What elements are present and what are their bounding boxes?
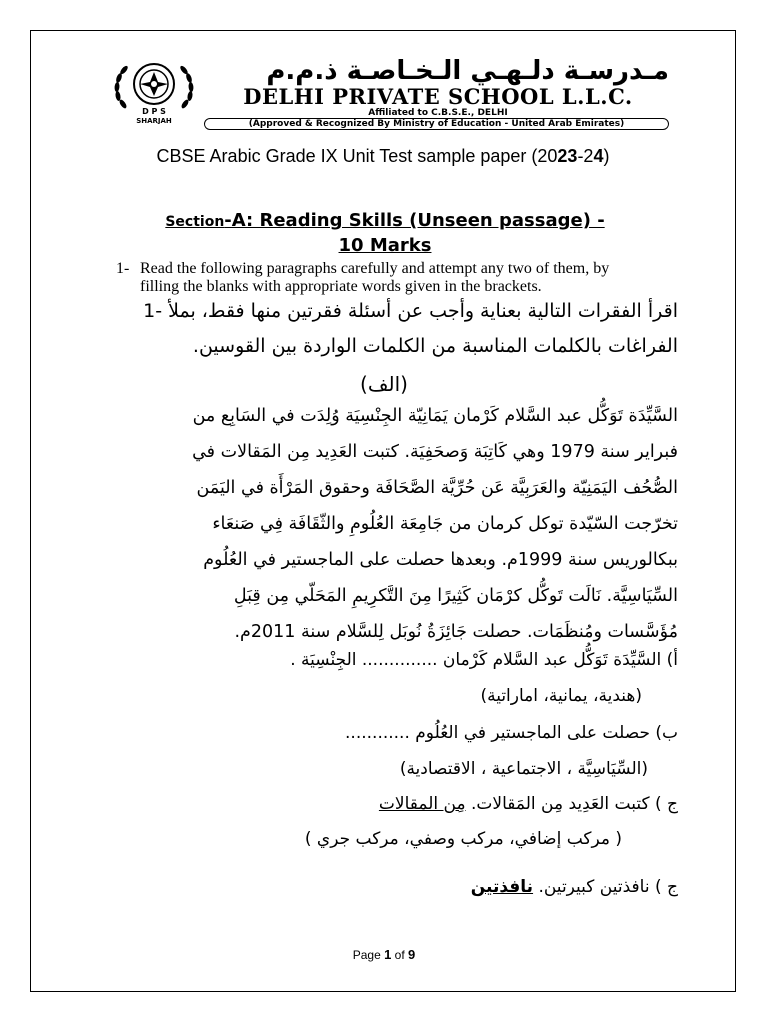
approval-text: (Approved & Recognized By Ministry of Education - United Arab Emirates) [204, 118, 669, 130]
page-title: CBSE Arabic Grade IX Unit Test sample paper (2023-24) [156, 146, 610, 166]
question-c: ج ) كتبت العَدِيد مِن المَقالات. مِن المقالات [378, 794, 678, 814]
affiliation-text: Affiliated to C.B.S.E., DELHI [368, 108, 508, 118]
instruction-arabic-line-1: اقرأ الفقرات التالية بعناية وأجب عن أسئلة فقرتين منها فقط، بملأ -1 [143, 300, 678, 322]
section-heading: Section-A: Reading Skills (Unseen passage) - 10 Marks [165, 210, 605, 256]
school-emblem-icon [104, 58, 204, 124]
question-c-options: ( مركب إضافي، مركب وصفي، مركب جري ) [304, 829, 622, 849]
school-name-arabic: مـدرسـة دلـهـي الـخـاصـة ذ.م.م [266, 56, 669, 86]
question-a-options: (هندية، يمانية، اماراتية) [480, 686, 642, 706]
reading-passage [78, 398, 678, 650]
question-a: أ) السَّيِّدَة تَوَكُّل عبد السَّلام كَرْمان .............. الجِنْسِيَة . [290, 650, 678, 670]
question-b-options: (السِّيَاسِيَّة ، الاجتماعية ، الاقتصادية) [399, 759, 648, 779]
svg-text:SHARJAH: SHARJAH [136, 117, 172, 124]
passage-line: ببكالوريس سنة 1999م. وبعدها حصلت على الماجستير في العُلُوم [203, 550, 678, 570]
passage-line: مُؤَسَّسات ومُنظَمَات. حصلت جَائِزَةُ نُوبَل لِلسَّلام سنة 2011م. [234, 622, 678, 642]
passage-label: (الف) [360, 372, 408, 396]
passage-line: الصُّحُف اليَمَنِيّة والعَرَبِيَّة عَن حُرِّيَّة الصَّحَافَة وحقوق المَرْأَة في اليَمَن [196, 478, 678, 498]
instruction-english: 1- Read the following paragraphs carefully and attempt any two of them, by filling the blanks with appropriate words given in the brackets. [116, 260, 610, 295]
school-name-english: DELHI PRIVATE SCHOOL L.L.C. [243, 84, 633, 109]
instruction-arabic-line-2: الفراغات بالكلمات المناسبة من الكلمات الواردة بين القوسين. [192, 335, 678, 357]
page-footer: Page 1 of 9 [352, 947, 416, 962]
passage-line: السَّيِّدَة تَوَكُّل عبد السَّلام كَرْمان يَمَانِيّة الجِنْسِيَة وُلِدَت في السَابِع من [192, 406, 678, 426]
question-b: ب) حصلت على الماجستير في العُلُوم ............ [345, 723, 678, 743]
passage-line: السِّيَاسِيَّة. نَالَت تَوكُّل كرْمَان كَثِيرًا مِنَ التَّكرِيمِ المَحَلّي مِن قِبَلِ [233, 586, 678, 606]
svg-text:D P S: D P S [142, 107, 166, 116]
passage-line: فبراير سنة 1979 وهي كَاتِبَة وَصحَفِيَة. كتبت العَدِيد مِن المَقالات في [192, 442, 678, 462]
school-header [104, 56, 669, 129]
question-d: ج ) نافذتين كبيرتين. نافذتين [470, 877, 678, 897]
passage-line: تخرّجت السّيّدة توكل كرمان من جَامِعَة العُلُومِ والثّقَافَة فِي صَنعَاء [212, 514, 678, 534]
